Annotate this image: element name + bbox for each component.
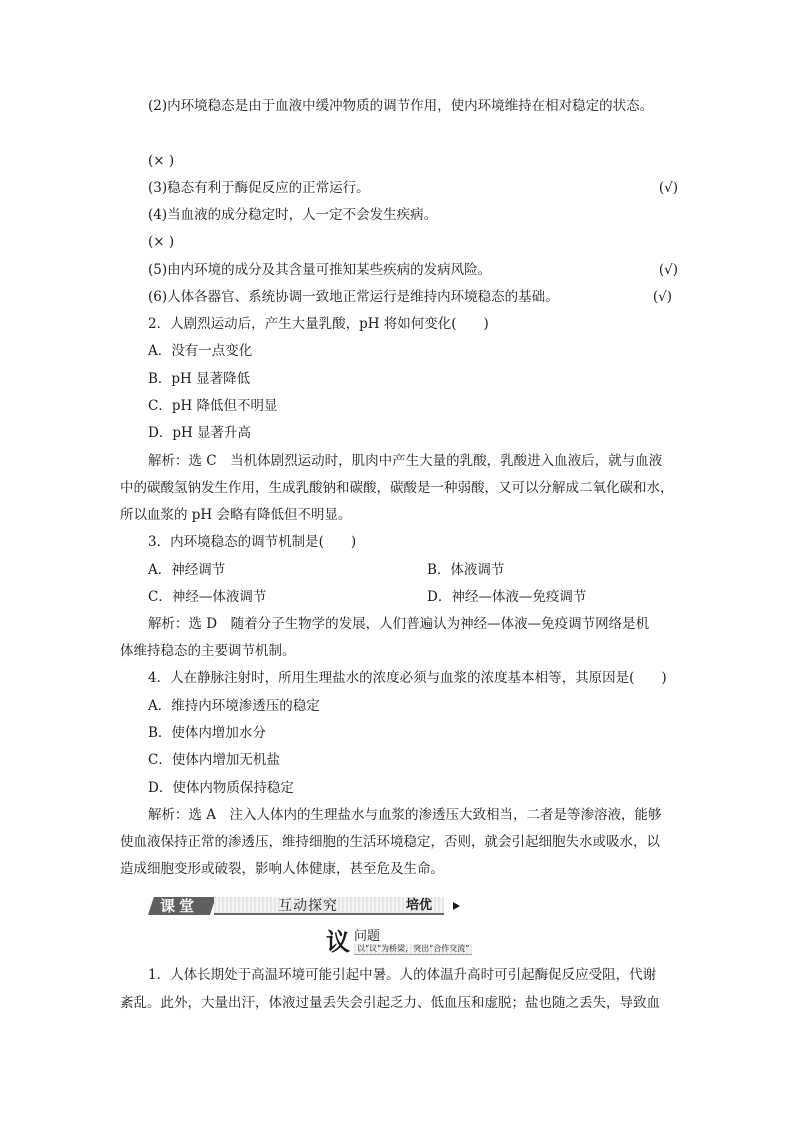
q1-item-5: (5)由内环境的成分及其含量可推知某些疾病的发病风险。 — [148, 262, 492, 278]
q2-option-a: A．没有一点变化 — [148, 343, 253, 359]
banner-right-label: 培优 — [406, 898, 433, 913]
discuss-tagline: 以“议”为桥梁，突出“合作交流” — [354, 944, 472, 955]
discussion-paragraph-line-2: 紊乱。此外，大量出汗，体液过量丢失会引起乏力、低血压和虚脱；盐也随之丢失，导致血 — [120, 995, 660, 1011]
q2-option-d: D．pH 显著升高 — [148, 425, 252, 441]
q4-option-a: A．维持内环境渗透压的稳定 — [148, 698, 320, 714]
discuss-big-char: 议 — [326, 928, 350, 956]
banner-left-label: 课堂 — [160, 897, 199, 915]
q4-option-b: B．使体内增加水分 — [148, 725, 266, 741]
q3-option-c: C．神经—体液调节 — [148, 589, 267, 605]
q1-item-6-mark: (√) — [652, 289, 672, 305]
q4-stem: 4．人在静脉注射时，所用生理盐水的浓度必须与血浆的浓度基本相等，其原因是( ) — [148, 670, 667, 686]
q3-option-d: D．神经—体液—免疫调节 — [427, 589, 587, 605]
q1-item-2: (2)内环境稳态是由于血液中缓冲物质的调节作用，使内环境维持在相对稳定的状态。 — [148, 98, 654, 114]
q2-option-b: B．pH 显著降低 — [148, 371, 251, 387]
q4-option-d: D．使体内物质保持稳定 — [148, 780, 294, 796]
discussion-paragraph-line-1: 1．人体长期处于高温环境可能引起中暑。人的体温升高时可引起酶促反应受阻，代谢 — [148, 967, 657, 983]
q3-option-a: A．神经调节 — [148, 562, 226, 578]
q2-option-c: C．pH 降低但不明显 — [148, 398, 278, 414]
q1-item-6: (6)人体各器官、系统协调一致地正常运行是维持内环境稳态的基础。 — [148, 289, 559, 305]
q1-item-5-mark: (√) — [658, 262, 678, 278]
q4-option-c: C．使体内增加无机盐 — [148, 752, 280, 768]
arrow-right-icon — [453, 902, 460, 910]
discuss-title: 问题 — [354, 929, 381, 944]
q4-analysis-line-1: 解析：选 A 注入人体内的生理盐水与血浆的渗透压大致相当，二者是等渗溶液，能够 — [148, 807, 662, 823]
q1-item-4: (4)当血液的成分稳定时，人一定不会发生疾病。 — [148, 207, 438, 223]
q3-stem: 3．内环境稳态的调节机制是( ) — [148, 534, 357, 550]
q3-analysis-line-2: 体维持稳态的主要调节机制。 — [120, 643, 296, 659]
q4-analysis-line-2: 使血液保持正常的渗透压，维持细胞的生活环境稳定，否则，就会引起细胞失水或吸水，以 — [120, 834, 660, 850]
q4-analysis-line-3: 造成细胞变形或破裂，影响人体健康，甚至危及生命。 — [120, 861, 444, 877]
q1-item-3: (3)稳态有利于酶促反应的正常运行。 — [148, 180, 370, 196]
q1-item-3-mark: (√) — [658, 180, 678, 196]
q3-option-b: B．体液调节 — [427, 562, 505, 578]
q2-analysis-line-3: 所以血浆的 pH 会略有降低但不明显。 — [120, 507, 352, 523]
q1-item-4-mark: (× ) — [148, 234, 175, 250]
banner-middle-label: 互动探究 — [278, 898, 338, 914]
q3-analysis-line-1: 解析：选 D 随着分子生物学的发展，人们普遍认为神经—体液—免疫调节网络是机 — [148, 616, 650, 632]
discuss-header — [326, 928, 506, 958]
section-banner — [148, 896, 462, 916]
q1-item-2-mark: (× ) — [148, 153, 175, 169]
q2-analysis-line-2: 中的碳酸氢钠发生作用，生成乳酸钠和碳酸，碳酸是一种弱酸，又可以分解成二氧化碳和水， — [120, 480, 674, 496]
q2-stem: 2．人剧烈运动后，产生大量乳酸，pH 将如何变化( ) — [148, 316, 489, 332]
q2-analysis-line-1: 解析：选 C 当机体剧烈运动时，肌肉中产生大量的乳酸，乳酸进入血液后，就与血液 — [148, 453, 663, 469]
